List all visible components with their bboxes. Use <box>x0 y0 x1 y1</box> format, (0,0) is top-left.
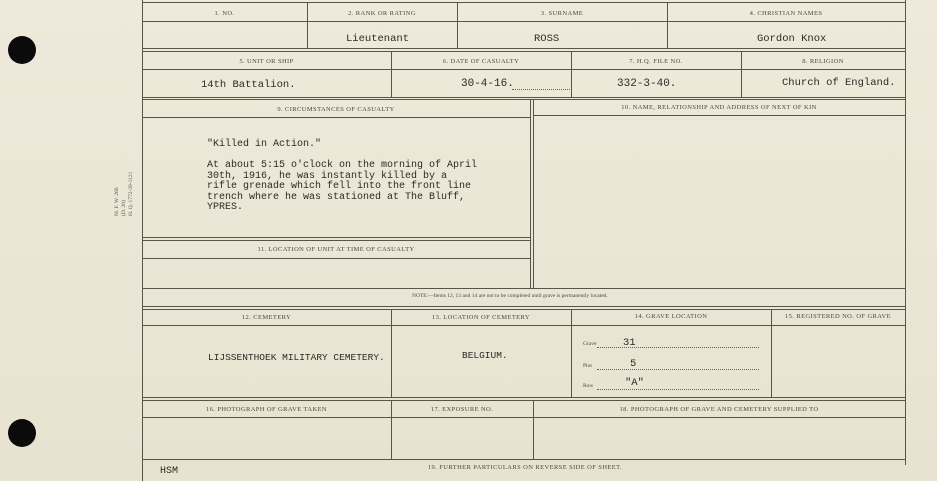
header-location-unit: 11. LOCATION OF UNIT AT TIME OF CASUALTY <box>257 246 415 253</box>
value-rank: Lieutenant <box>346 33 410 45</box>
value-religion: Church of England. <box>782 77 896 89</box>
header-circumstances: 9. CIRCUMSTANCES OF CASUALTY <box>277 106 395 113</box>
value-cemetery: LIJSSENTHOEK MILITARY CEMETERY. <box>208 352 385 363</box>
row-label: Row <box>583 383 594 389</box>
value-date: 30-4-16. <box>461 78 514 90</box>
header-loc-cemetery: 13. LOCATION OF CEMETERY <box>431 314 531 321</box>
header-cemetery: 12. CEMETERY <box>241 314 292 321</box>
header-no: 1. NO. <box>214 10 235 17</box>
header-date: 6. DATE OF CASUALTY <box>442 58 520 65</box>
value-christian: Gordon Knox <box>757 33 827 45</box>
header-registered: 15. REGISTERED NO. OF GRAVE <box>784 313 892 320</box>
grave-label: Grave <box>583 341 597 347</box>
initials: HSM <box>160 466 179 477</box>
value-surname: ROSS <box>534 33 560 45</box>
header-kin: 10. NAME, RELATIONSHIP AND ADDRESS OF NEXT OF KIN <box>621 104 817 111</box>
header-surname: 3. SURNAME <box>540 10 584 17</box>
header-hq: 7. H.Q. FILE NO. <box>629 58 683 65</box>
side-print: M. F. W. 266 (D. 20) H. Q. 1772-39-1121 <box>114 171 134 216</box>
value-grave: 31 <box>623 337 636 349</box>
header-photo-taken: 16. PHOTOGRAPH OF GRAVE TAKEN <box>205 406 328 413</box>
value-unit: 14th Battalion. <box>201 79 296 91</box>
value-hq: 332-3-40. <box>617 78 677 90</box>
header-photo-supplied: 18. PHOTOGRAPH OF GRAVE AND CEMETERY SUPPLIED TO <box>619 406 819 413</box>
value-circumstances: "Killed in Action." At about 5:15 o'clock on the morning of April 30th, 1916, he was instantly killed by a rifle grenade which fell into the front line trench where he was stationed at The Bluff, YPRES. <box>207 139 478 213</box>
value-row: "A" <box>625 377 644 389</box>
header-christian: 4. CHRISTIAN NAMES <box>749 10 823 17</box>
value-plot: 5 <box>630 358 637 370</box>
punch-hole-top <box>8 36 36 64</box>
punch-hole-bottom <box>8 419 36 447</box>
header-rank: 2. RANK OR RATING <box>348 10 416 17</box>
header-further: 19. FURTHER PARTICULARS ON REVERSE SIDE OF SHEET. <box>427 464 623 471</box>
plot-label: Plot <box>583 363 592 369</box>
header-grave-location: 14. GRAVE LOCATION <box>634 313 708 320</box>
value-loc-cemetery: BELGIUM. <box>462 350 508 361</box>
header-unit: 5. UNIT OR SHIP <box>239 58 294 65</box>
note-text: NOTE:—Items 12, 13 and 14 are not to be completed until grave is permanently located. <box>412 293 608 299</box>
header-exposure: 17. EXPOSURE NO. <box>430 406 494 413</box>
header-religion: 8. RELIGION <box>802 58 844 65</box>
